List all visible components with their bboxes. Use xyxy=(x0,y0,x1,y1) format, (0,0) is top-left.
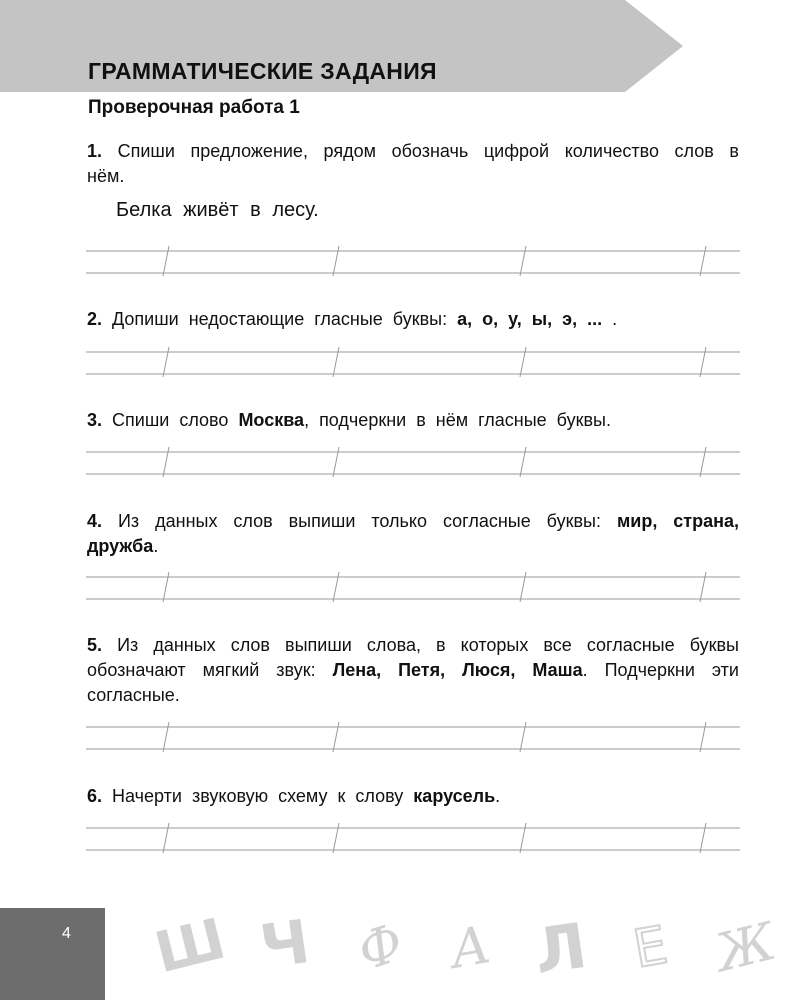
task-3-number: 3. xyxy=(87,410,103,430)
page-number: 4 xyxy=(62,925,71,942)
task-2-end: . xyxy=(602,309,618,329)
task-4-number: 4. xyxy=(87,511,103,531)
writing-lines[interactable] xyxy=(86,347,740,377)
writing-lines[interactable] xyxy=(86,246,740,276)
decorative-letter: Е xyxy=(629,915,672,981)
writing-lines[interactable] xyxy=(86,447,740,477)
writing-lines[interactable] xyxy=(86,823,740,853)
task-1-number: 1. xyxy=(87,141,103,161)
task-5 xyxy=(87,633,739,708)
task-2-text: Допиши недостающие гласные буквы: xyxy=(112,309,448,329)
task-5-words: Лена, Петя, Люся, Маша xyxy=(332,660,583,680)
writing-lines[interactable] xyxy=(86,722,740,752)
task-5-text: Из данных слов выпиши слова, в которых все согласные буквы обозначают мягкий звук: xyxy=(87,635,739,680)
task-3-text: Спиши слово xyxy=(112,410,229,430)
task-6-end: . xyxy=(495,786,501,806)
decorative-letter: Ш xyxy=(148,906,232,987)
section-title: ГРАММАТИЧЕСКИЕ ЗАДАНИЯ xyxy=(88,58,437,84)
task-3-text-end: , подчеркни в нём гласные буквы. xyxy=(304,410,611,430)
decorative-letter: А xyxy=(445,914,496,981)
task-3 xyxy=(87,408,739,433)
task-5-number: 5. xyxy=(87,635,103,655)
task-2-vowels: а, о, у, ы, э, ... xyxy=(457,309,603,329)
decorative-letter: Ф xyxy=(351,912,411,984)
task-4-words: мир, страна, дружба xyxy=(87,511,739,556)
task-5-text-end: . Подчеркни эти согласные. xyxy=(87,660,739,705)
task-6-number: 6. xyxy=(87,786,103,806)
task-6 xyxy=(87,784,739,809)
task-2-number: 2. xyxy=(87,309,103,329)
worksheet-subtitle: Проверочная работа 1 xyxy=(88,97,300,118)
task-6-text: Начерти звуковую схему к слову xyxy=(112,786,404,806)
decorative-letter: Л xyxy=(529,908,592,989)
decorative-letter: Ж xyxy=(710,911,782,985)
task-4-end: . xyxy=(153,536,159,556)
task-2 xyxy=(87,307,739,332)
decorative-letter: Ч xyxy=(256,906,314,984)
task-4 xyxy=(87,509,739,559)
task-1-example-sentence: Белка живёт в лесу. xyxy=(116,199,319,221)
task-4-text: Из данных слов выпиши только согласные буквы: xyxy=(117,511,601,531)
page-number-box xyxy=(0,908,105,1000)
task-1 xyxy=(87,139,739,189)
task-6-word: карусель xyxy=(413,786,496,806)
task-3-word: Москва xyxy=(238,410,305,430)
task-1-text: Спиши предложение, рядом обозначь цифрой количество слов в нём. xyxy=(87,141,739,186)
writing-lines[interactable] xyxy=(86,572,740,602)
decorative-letters xyxy=(148,900,790,990)
